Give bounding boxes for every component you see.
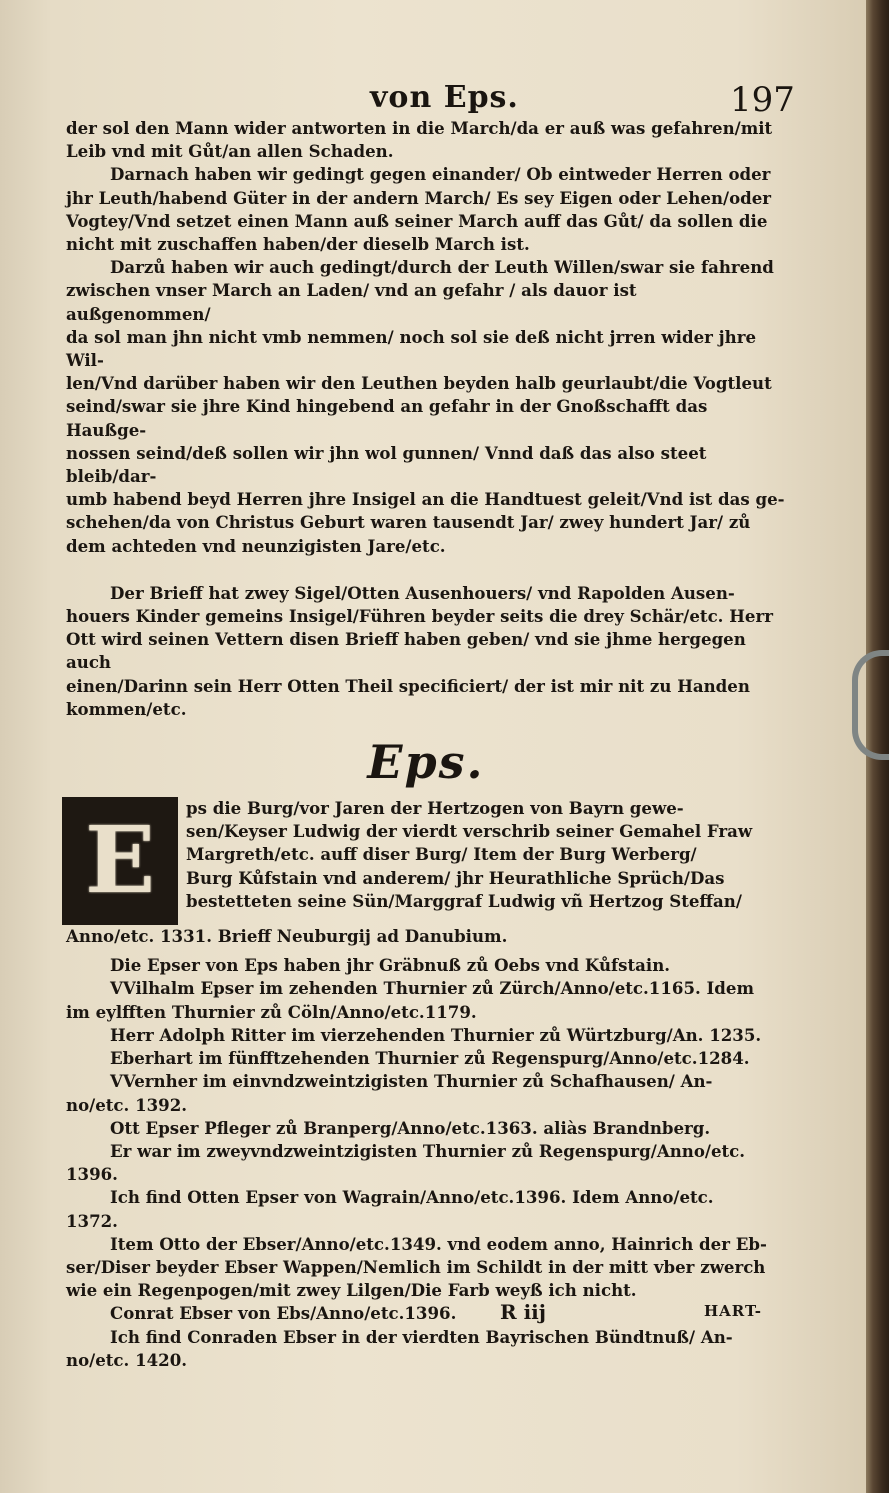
text-line: Der Brieff hat zwey Sigel/Otten Ausenhouers/ vnd Rapolden Ausen- [110, 582, 735, 603]
section-title: Eps. [367, 735, 485, 790]
signature-mark: R iij [500, 1300, 547, 1324]
text-line: sen/Keyser Ludwig der vierdt verschrib seiner Gemahel Fraw [186, 821, 753, 842]
text-line: nossen seind/deß sollen wir jhn wol gunnen/ Vnnd daß das also steet bleib/dar- [66, 442, 707, 487]
entry-line: Ich find Otten Epser von Wagrain/Anno/etc.1396. Idem Anno/etc. [110, 1187, 714, 1208]
entry-line: Er war im zweyvndzweintzigisten Thurnier zů Regenspurg/Anno/etc. [110, 1140, 746, 1161]
paragraph-3 [66, 582, 786, 721]
text-line: Darnach haben wir gedingt gegen einander/ Ob eintweder Herren oder [110, 164, 771, 185]
catchword: HART- [704, 1302, 762, 1320]
initial-paragraph [66, 797, 786, 948]
text-line: ps die Burg/vor Jaren der Hertzogen von Bayrn gewe- [186, 798, 684, 819]
entry-line: VVilhalm Epser im zehenden Thurnier zů Zürch/Anno/etc.1165. Idem [110, 978, 755, 999]
initial-letter: E [84, 806, 156, 915]
paragraph-2 [66, 256, 786, 558]
text-body [66, 117, 786, 1372]
entry-line: ser/Diser beyder Ebser Wappen/Nemlich im Schildt in der mitt vber zwerch [66, 1256, 766, 1277]
text-line: Ott wird seinen Vettern disen Brieff haben geben/ vnd sie jhme hergegen auch [66, 629, 746, 673]
decorated-initial [62, 797, 178, 925]
entry-line: VVernher im einvndzweintzigisten Thurnier zů Schafhausen/ An- [110, 1071, 713, 1092]
entry-line: no/etc. 1420. [66, 1349, 188, 1370]
text-line: Vogtey/Vnd setzet einen Mann auß seiner March auff das Gůt/ da sollen die [66, 210, 768, 231]
text-line: Burg Kůfstain vnd anderem/ jhr Heurathliche Sprüch/Das [186, 867, 725, 888]
text-line: Darzů haben wir auch gedingt/durch der Leuth Willen/swar sie fahrend [110, 257, 774, 278]
text-line: jhr Leuth/habend Güter in der andern March/ Es sey Eigen oder Lehen/oder [66, 187, 772, 208]
entry-line: 1372. [66, 1210, 118, 1231]
entry-line: Conrat Ebser von Ebs/Anno/etc.1396. [110, 1303, 457, 1324]
clip-icon [852, 650, 889, 760]
entry-line: Eberhart im fünfftzehenden Thurnier zů Regenspurg/Anno/etc.1284. [110, 1048, 750, 1069]
text-line: Anno/etc. 1331. Brieff Neuburgij ad Danubium. [66, 926, 508, 947]
spacer [66, 558, 786, 582]
entry-line: Die Epser von Eps haben jhr Gräbnuß zů Oebs vnd Kůfstain. [110, 955, 671, 976]
text-line: seind/swar sie jhre Kind hingebend an gefahr in der Gnoßschafft das Haußge- [66, 396, 708, 440]
text-line: Leib vnd mit Gůt/an allen Schaden. [66, 141, 394, 162]
text-line: einen/Darinn sein Herr Otten Theil specificiert/ der ist mir nit zu Handen [66, 675, 750, 696]
text-line: schehen/da von Christus Geburt waren tausendt Jar/ zwey hundert Jar/ zů [66, 512, 751, 533]
text-line: kommen/etc. [66, 698, 187, 719]
text-line: Margreth/etc. auff diser Burg/ Item der Burg Werberg/ [186, 844, 697, 865]
entry-line: im eylfften Thurnier zů Cöln/Anno/etc.1179. [66, 1001, 477, 1022]
text-line: zwischen vnser March an Laden/ vnd an gefahr / als dauor ist außgenommen/ [66, 280, 637, 324]
entry-line: 1396. [66, 1164, 118, 1185]
entry-line: wie ein Regenpogen/mit zwey Lilgen/Die Farb weyß ich nicht. [66, 1280, 637, 1301]
entry-line: Ich find Conraden Ebser in der vierdten Bayrischen Bündtnuß/ An- [110, 1326, 733, 1347]
text-line: der sol den Mann wider antworten in die March/da er auß was gefahren/mit [66, 118, 773, 138]
text-line: umb habend beyd Herren jhre Insigel an die Handtuest geleit/Vnd ist das ge- [66, 489, 785, 510]
entry-line: Item Otto der Ebser/Anno/etc.1349. vnd eodem anno, Hainrich der Eb- [110, 1233, 767, 1254]
running-head: von Eps. [370, 80, 519, 115]
text-line: len/Vnd darüber haben wir den Leuthen beyden halb geurlaubt/die Vogtleut [66, 373, 772, 394]
text-line: da sol man jhn nicht vmb nemmen/ noch sol sie deß nicht jrren wider jhre Wil- [66, 326, 757, 371]
text-line: dem achteden vnd neunzigisten Jare/etc. [66, 535, 446, 556]
entry-line: no/etc. 1392. [66, 1094, 188, 1115]
text-line: bestetteten seine Sün/Marggraf Ludwig vñ Hertzog Steffan/ [186, 890, 742, 911]
text-line: nicht mit zuschaffen haben/der dieselb March ist. [66, 234, 530, 255]
entry-line: Ott Epser Pfleger zů Branperg/Anno/etc.1363. aliàs Brandnberg. [110, 1117, 711, 1138]
page-footer [0, 1300, 866, 1330]
paragraph-1 [66, 163, 786, 256]
page-number: 197 [730, 80, 795, 120]
entry-line: Herr Adolph Ritter im vierzehenden Thurnier zů Würtzburg/An. 1235. [110, 1024, 762, 1045]
text-line: houers Kinder gemeins Insigel/Führen beyder seits die drey Schär/etc. Herr [66, 606, 773, 627]
